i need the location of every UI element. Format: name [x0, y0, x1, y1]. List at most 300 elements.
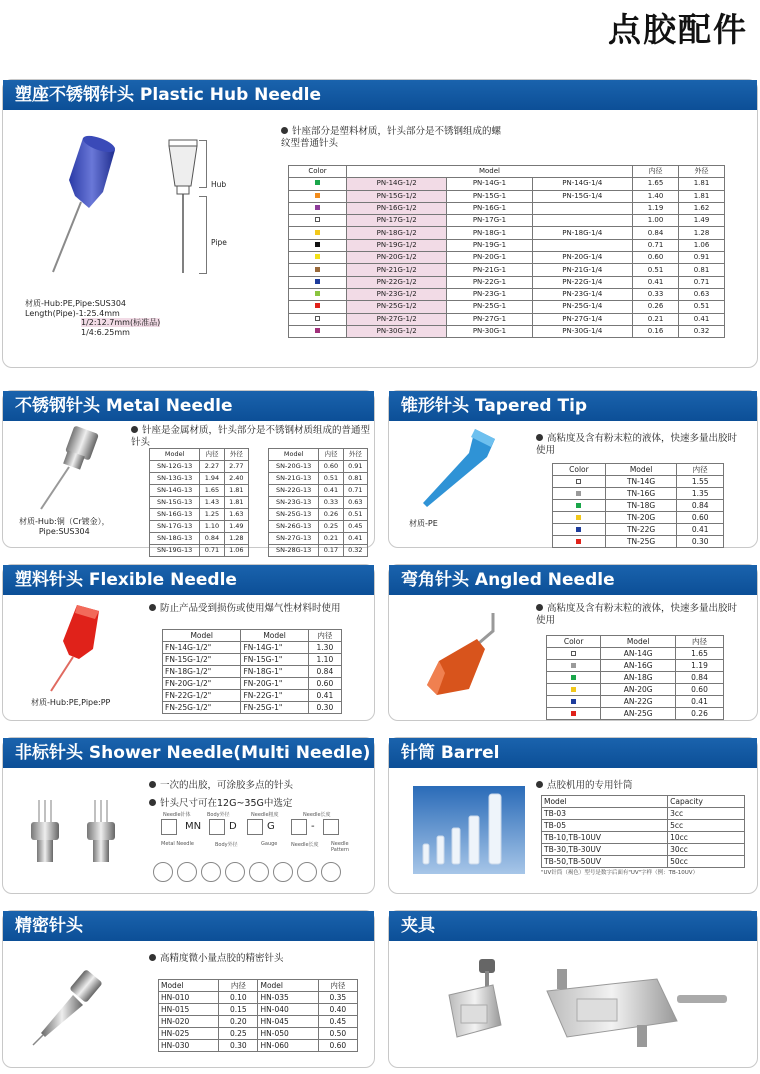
inner-diameter-cell: 0.60 [308, 678, 341, 690]
outer-diameter-cell: 1.81 [224, 485, 248, 497]
flexible-material: 材质-Hub:PE,Pipe:PP [31, 698, 111, 707]
color-swatch [576, 515, 581, 520]
inner-diameter-cell: 1.94 [200, 473, 224, 485]
color-cell [289, 190, 347, 202]
model-cell: PN-20G-1/2 [347, 252, 447, 264]
inner-diameter-cell: 1.00 [633, 215, 679, 227]
model-cell: AN-20G [601, 684, 676, 696]
model-cell: SN-15G-13 [150, 497, 200, 509]
color-swatch [315, 316, 320, 321]
color-swatch [315, 254, 320, 259]
hub-label: Hub [211, 180, 227, 189]
table-row [159, 1040, 358, 1052]
model-cell: FN-22G-1/2" [163, 690, 241, 702]
shower-needle-image [25, 798, 125, 870]
outer-diameter-cell: 1.06 [224, 545, 248, 557]
model-cell: PN-18G-1/4 [532, 227, 632, 239]
model-cell: HN-040 [258, 1004, 318, 1016]
model-cell [532, 239, 632, 251]
angled-bullet: 高粘度及含有粉末粒的液体，快速多量出胶时使用 [536, 603, 738, 626]
inner-diameter-cell: 1.40 [633, 190, 679, 202]
outer-diameter-cell: 0.45 [343, 521, 367, 533]
section-header: 非标针头 Shower Needle(Multi Needle) [3, 738, 374, 768]
model-cell: TN-25G [605, 536, 676, 548]
col-model: Model [347, 166, 633, 178]
barrel-note: "UV针筒（褐色）型号是数字后面有"UV"字样（例：TB-10UV） [541, 870, 699, 876]
model-cell: PN-23G-1/4 [532, 288, 632, 300]
pattern-circle [297, 862, 317, 882]
table-row [289, 239, 725, 251]
color-swatch [571, 675, 576, 680]
model-cell: HN-035 [258, 992, 318, 1004]
model-cell: TB-30,TB-30UV [542, 844, 668, 856]
model-cell: FN-15G-1/2" [163, 654, 241, 666]
inner-diameter-cell: 0.26 [676, 708, 724, 720]
model-cell: PN-30G-1 [447, 325, 532, 337]
table-row [150, 485, 249, 497]
outer-diameter-cell: 1.28 [224, 533, 248, 545]
color-cell [289, 264, 347, 276]
color-cell [289, 239, 347, 251]
model-cell: PN-23G-1/2 [347, 288, 447, 300]
color-cell [289, 178, 347, 190]
table-row [542, 844, 745, 856]
barrel-table [541, 795, 745, 868]
model-cell: SN-22G-13 [269, 485, 319, 497]
flexible-bullet: 防止产品受到损伤或使用爆气性材料时使用 [149, 603, 369, 615]
inner-diameter-cell: 0.15 [219, 1004, 258, 1016]
table-row [553, 524, 724, 536]
outer-diameter-cell: 2.77 [224, 461, 248, 473]
inner-diameter-cell: 0.51 [319, 473, 343, 485]
model-cell: FN-14G-1/2" [163, 642, 241, 654]
capacity-cell: 3cc [668, 808, 745, 820]
inner-diameter-cell: 0.30 [308, 702, 341, 714]
outer-diameter-cell: 1.62 [679, 202, 725, 214]
outer-diameter-cell: 1.63 [224, 509, 248, 521]
color-swatch [576, 527, 581, 532]
section-header: 塑座不锈钢针头 Plastic Hub Needle [3, 80, 757, 110]
angled-needle-image [419, 609, 509, 699]
inner-diameter-cell: 0.50 [318, 1028, 357, 1040]
table-row [553, 488, 724, 500]
inner-diameter-cell: 0.26 [319, 509, 343, 521]
model-cell: HN-010 [159, 992, 219, 1004]
col-model: Model [163, 630, 241, 642]
color-swatch [571, 663, 576, 668]
outer-diameter-cell: 2.40 [224, 473, 248, 485]
color-cell [553, 524, 606, 536]
table-row [163, 702, 342, 714]
model-cell: PN-15G-1/2 [347, 190, 447, 202]
table-row [163, 666, 342, 678]
color-cell [289, 227, 347, 239]
col-model: Model [269, 449, 319, 461]
model-cell: PN-16G-1 [447, 202, 532, 214]
table-row [289, 264, 725, 276]
inner-diameter-cell: 0.40 [318, 1004, 357, 1016]
model-cell: FN-25G-1" [241, 702, 308, 714]
color-swatch [571, 699, 576, 704]
model-cell: AN-16G [601, 660, 676, 672]
model-cell: PN-17G-1 [447, 215, 532, 227]
table-row [547, 696, 724, 708]
model-cell: FN-20G-1/2" [163, 678, 241, 690]
inner-diameter-cell: 1.65 [676, 648, 724, 660]
table-row [289, 288, 725, 300]
plastic-hub-table [288, 165, 725, 338]
col-model: Model [258, 980, 318, 992]
table-row [289, 325, 725, 337]
inner-diameter-cell: 0.84 [308, 666, 341, 678]
model-cell: SN-17G-13 [150, 521, 200, 533]
model-cell: PN-14G-1 [447, 178, 532, 190]
model-cell: HN-050 [258, 1028, 318, 1040]
color-cell [547, 672, 601, 684]
model-cell: AN-22G [601, 696, 676, 708]
table-row [553, 500, 724, 512]
section-header: 不锈钢针头 Metal Needle [3, 391, 374, 421]
col-model: Model [605, 464, 676, 476]
color-swatch [315, 193, 320, 198]
tapered-tip-image [419, 427, 499, 511]
color-cell [553, 488, 606, 500]
model-cell: TB-05 [542, 820, 668, 832]
needle-pattern-circles [153, 862, 353, 884]
model-cell: SN-21G-13 [269, 473, 319, 485]
model-cell: AN-18G [601, 672, 676, 684]
table-row [159, 1016, 358, 1028]
color-cell [553, 500, 606, 512]
col-color: Color [553, 464, 606, 476]
color-swatch [576, 539, 581, 544]
outer-diameter-cell: 0.32 [343, 545, 367, 557]
inner-diameter-cell: 0.60 [677, 512, 724, 524]
inner-diameter-cell: 0.45 [318, 1016, 357, 1028]
capacity-cell: 30cc [668, 844, 745, 856]
col-id: 内径 [308, 630, 341, 642]
table-row [553, 536, 724, 548]
table-row [269, 497, 368, 509]
inner-diameter-cell: 0.35 [318, 992, 357, 1004]
model-cell: SN-27G-13 [269, 533, 319, 545]
col-color: Color [289, 166, 347, 178]
model-cell: HN-020 [159, 1016, 219, 1028]
model-cell: PN-21G-1/2 [347, 264, 447, 276]
color-cell [289, 288, 347, 300]
model-cell: PN-27G-1/4 [532, 313, 632, 325]
model-cell: HN-030 [159, 1040, 219, 1052]
model-cell: SN-12G-13 [150, 461, 200, 473]
model-cell: PN-15G-1 [447, 190, 532, 202]
model-cell: HN-015 [159, 1004, 219, 1016]
model-cell: SN-13G-13 [150, 473, 200, 485]
table-row [163, 642, 342, 654]
section-header: 夹具 [389, 911, 757, 941]
needle-diagram [163, 138, 203, 288]
pattern-circle [201, 862, 221, 882]
pattern-circle [153, 862, 173, 882]
inner-diameter-cell: 1.65 [633, 178, 679, 190]
model-cell: SN-25G-13 [269, 509, 319, 521]
inner-diameter-cell: 0.60 [319, 461, 343, 473]
metal-needle-section [2, 390, 375, 554]
model-cell: PN-25G-1 [447, 301, 532, 313]
table-row [289, 215, 725, 227]
col-model: Model [150, 449, 200, 461]
model-cell: TN-14G [605, 476, 676, 488]
col-id: 内径 [200, 449, 224, 461]
outer-diameter-cell: 0.32 [679, 325, 725, 337]
color-cell [289, 325, 347, 337]
plastic-hub-section [2, 79, 758, 368]
table-row [542, 820, 745, 832]
section-header: 精密针头 [3, 911, 374, 941]
model-cell: PN-14G-1/4 [532, 178, 632, 190]
table-row [163, 678, 342, 690]
barrel-image [413, 786, 525, 874]
inner-diameter-cell: 0.33 [319, 497, 343, 509]
color-swatch [576, 491, 581, 496]
outer-diameter-cell: 0.63 [679, 288, 725, 300]
model-cell: PN-27G-1/2 [347, 313, 447, 325]
color-cell [553, 536, 606, 548]
model-cell: FN-25G-1/2" [163, 702, 241, 714]
inner-diameter-cell: 0.71 [200, 545, 224, 557]
table-row [289, 252, 725, 264]
precision-needle-section [2, 910, 375, 1068]
model-cell: HN-060 [258, 1040, 318, 1052]
color-cell [289, 276, 347, 288]
table-row [150, 521, 249, 533]
color-cell [289, 252, 347, 264]
model-cell: PN-23G-1 [447, 288, 532, 300]
fixture-image [437, 955, 737, 1051]
table-row [289, 178, 725, 190]
metal-table-right [268, 448, 368, 557]
model-cell: SN-28G-13 [269, 545, 319, 557]
table-row [150, 461, 249, 473]
model-cell: PN-19G-1 [447, 239, 532, 251]
capacity-cell: 10cc [668, 832, 745, 844]
tapered-material: 材质-PE [409, 519, 438, 528]
outer-diameter-cell: 0.41 [679, 313, 725, 325]
model-cell: FN-14G-1" [241, 642, 308, 654]
color-swatch [576, 503, 581, 508]
metal-material: 材质-Hub:铜（Cr镀金）， Pipe:SUS304 [19, 517, 110, 536]
color-swatch [315, 279, 320, 284]
model-cell: PN-25G-1/2 [347, 301, 447, 313]
inner-diameter-cell: 1.19 [633, 202, 679, 214]
model-code-diagram: Needle针体 Body外径 Needle粗度 Needle长度 MN D G - Metal Needle Body外径 Gauge Needle长度 Needle Pattern [161, 812, 349, 853]
table-row [289, 313, 725, 325]
table-row [163, 654, 342, 666]
metal-bullet: 针座是金属材质，针头部分是不锈钢材质组成的普通型针头 [131, 425, 371, 448]
inner-diameter-cell: 0.71 [633, 239, 679, 251]
table-row [547, 684, 724, 696]
model-cell: FN-22G-1" [241, 690, 308, 702]
model-cell: SN-20G-13 [269, 461, 319, 473]
color-swatch [315, 328, 320, 333]
inner-diameter-cell: 1.43 [200, 497, 224, 509]
inner-diameter-cell: 0.60 [676, 684, 724, 696]
inner-diameter-cell: 0.41 [633, 276, 679, 288]
inner-diameter-cell: 2.27 [200, 461, 224, 473]
model-cell: PN-17G-1/2 [347, 215, 447, 227]
table-row [547, 660, 724, 672]
col-id: 内径 [676, 636, 724, 648]
table-row [269, 485, 368, 497]
outer-diameter-cell: 1.49 [224, 521, 248, 533]
inner-diameter-cell: 0.60 [633, 252, 679, 264]
col-capacity: Capacity [668, 796, 745, 808]
pattern-circle [225, 862, 245, 882]
table-row [269, 533, 368, 545]
color-swatch [576, 479, 581, 484]
model-cell: SN-26G-13 [269, 521, 319, 533]
model-cell: AN-25G [601, 708, 676, 720]
plastic-hub-bullet: 针座部分是塑料材质，针头部分是不锈钢组成的螺纹型普通针头 [281, 126, 502, 149]
table-row [547, 708, 724, 720]
material-text: 材质-Hub:PE,Pipe:SUS304 Length(Pipe)-1:25.4mm 1/2:12.7mm(标准品) 1/4:6.25mm [25, 299, 161, 337]
model-cell: TN-18G [605, 500, 676, 512]
color-swatch [571, 651, 576, 656]
col-id: 内径 [633, 166, 679, 178]
outer-diameter-cell: 0.71 [343, 485, 367, 497]
table-row [163, 690, 342, 702]
pattern-circle [273, 862, 293, 882]
color-swatch [315, 242, 320, 247]
model-cell: PN-20G-1 [447, 252, 532, 264]
inner-diameter-cell: 0.84 [677, 500, 724, 512]
table-row [542, 808, 745, 820]
inner-diameter-cell: 0.41 [308, 690, 341, 702]
inner-diameter-cell: 1.55 [677, 476, 724, 488]
outer-diameter-cell: 0.51 [679, 301, 725, 313]
inner-diameter-cell: 0.41 [677, 524, 724, 536]
precision-bullet: 高精度微小量点胶的精密针头 [149, 953, 284, 965]
color-swatch [571, 711, 576, 716]
table-row [150, 545, 249, 557]
fixture-section [388, 910, 758, 1068]
plastic-hub-needle-image [45, 130, 135, 280]
capacity-cell: 50cc [668, 856, 745, 868]
col-od: 外径 [343, 449, 367, 461]
pattern-circle [249, 862, 269, 882]
col-od: 外径 [224, 449, 248, 461]
inner-diameter-cell: 1.65 [200, 485, 224, 497]
color-cell [289, 301, 347, 313]
model-cell: PN-15G-1/4 [532, 190, 632, 202]
model-cell: SN-16G-13 [150, 509, 200, 521]
shower-needle-section [2, 737, 375, 894]
shower-bullet-2: 针头尺寸可在12G~35G中选定 [149, 798, 292, 810]
inner-diameter-cell: 1.10 [308, 654, 341, 666]
model-cell: TN-20G [605, 512, 676, 524]
outer-diameter-cell: 0.63 [343, 497, 367, 509]
table-row [269, 509, 368, 521]
model-cell: SN-23G-13 [269, 497, 319, 509]
model-cell: HN-025 [159, 1028, 219, 1040]
section-header: 塑料针头 Flexible Needle [3, 565, 374, 595]
inner-diameter-cell: 0.17 [319, 545, 343, 557]
col-id: 内径 [677, 464, 724, 476]
barrel-bullet: 点胶机用的专用针筒 [536, 780, 633, 792]
color-cell [547, 684, 601, 696]
inner-diameter-cell: 0.41 [319, 485, 343, 497]
model-cell: PN-30G-1/2 [347, 325, 447, 337]
color-swatch [315, 230, 320, 235]
model-cell: FN-15G-1" [241, 654, 308, 666]
model-cell [532, 215, 632, 227]
table-row [289, 276, 725, 288]
angled-needle-section [388, 564, 758, 721]
model-cell: PN-19G-1/2 [347, 239, 447, 251]
model-cell: PN-21G-1/4 [532, 264, 632, 276]
color-cell [547, 708, 601, 720]
outer-diameter-cell: 1.81 [679, 190, 725, 202]
pattern-circle [321, 862, 341, 882]
table-row [542, 832, 745, 844]
barrel-section [388, 737, 758, 894]
inner-diameter-cell: 0.30 [219, 1040, 258, 1052]
pipe-label: Pipe [211, 238, 227, 247]
inner-diameter-cell: 0.84 [633, 227, 679, 239]
model-cell: TN-22G [605, 524, 676, 536]
inner-diameter-cell: 0.16 [633, 325, 679, 337]
table-row [269, 461, 368, 473]
model-cell: PN-30G-1/4 [532, 325, 632, 337]
model-cell: PN-22G-1/4 [532, 276, 632, 288]
color-cell [553, 512, 606, 524]
color-cell [553, 476, 606, 488]
table-row [289, 202, 725, 214]
col-id: 内径 [219, 980, 258, 992]
section-header: 针筒 Barrel [389, 738, 757, 768]
metal-needle-image [35, 427, 105, 511]
tapered-tip-section [388, 390, 758, 548]
model-cell: TB-03 [542, 808, 668, 820]
inner-diameter-cell: 0.21 [633, 313, 679, 325]
inner-diameter-cell: 0.21 [319, 533, 343, 545]
table-row [150, 509, 249, 521]
inner-diameter-cell: 1.35 [677, 488, 724, 500]
model-cell: FN-20G-1" [241, 678, 308, 690]
pattern-circle [177, 862, 197, 882]
outer-diameter-cell: 0.51 [343, 509, 367, 521]
section-header: 弯角针头 Angled Needle [389, 565, 757, 595]
col-id: 内径 [319, 449, 343, 461]
inner-diameter-cell: 0.84 [200, 533, 224, 545]
model-cell: PN-25G-1/4 [532, 301, 632, 313]
outer-diameter-cell: 0.81 [679, 264, 725, 276]
inner-diameter-cell: 0.33 [633, 288, 679, 300]
outer-diameter-cell: 1.81 [224, 497, 248, 509]
table-row [150, 473, 249, 485]
inner-diameter-cell: 0.20 [219, 1016, 258, 1028]
table-row [269, 473, 368, 485]
inner-diameter-cell: 0.51 [633, 264, 679, 276]
table-row [289, 190, 725, 202]
model-cell: TB-10,TB-10UV [542, 832, 668, 844]
color-swatch [315, 267, 320, 272]
outer-diameter-cell: 0.41 [343, 533, 367, 545]
table-row [269, 545, 368, 557]
inner-diameter-cell: 0.25 [319, 521, 343, 533]
flexible-needle-image [35, 601, 115, 693]
inner-diameter-cell: 1.10 [200, 521, 224, 533]
model-cell: PN-21G-1 [447, 264, 532, 276]
